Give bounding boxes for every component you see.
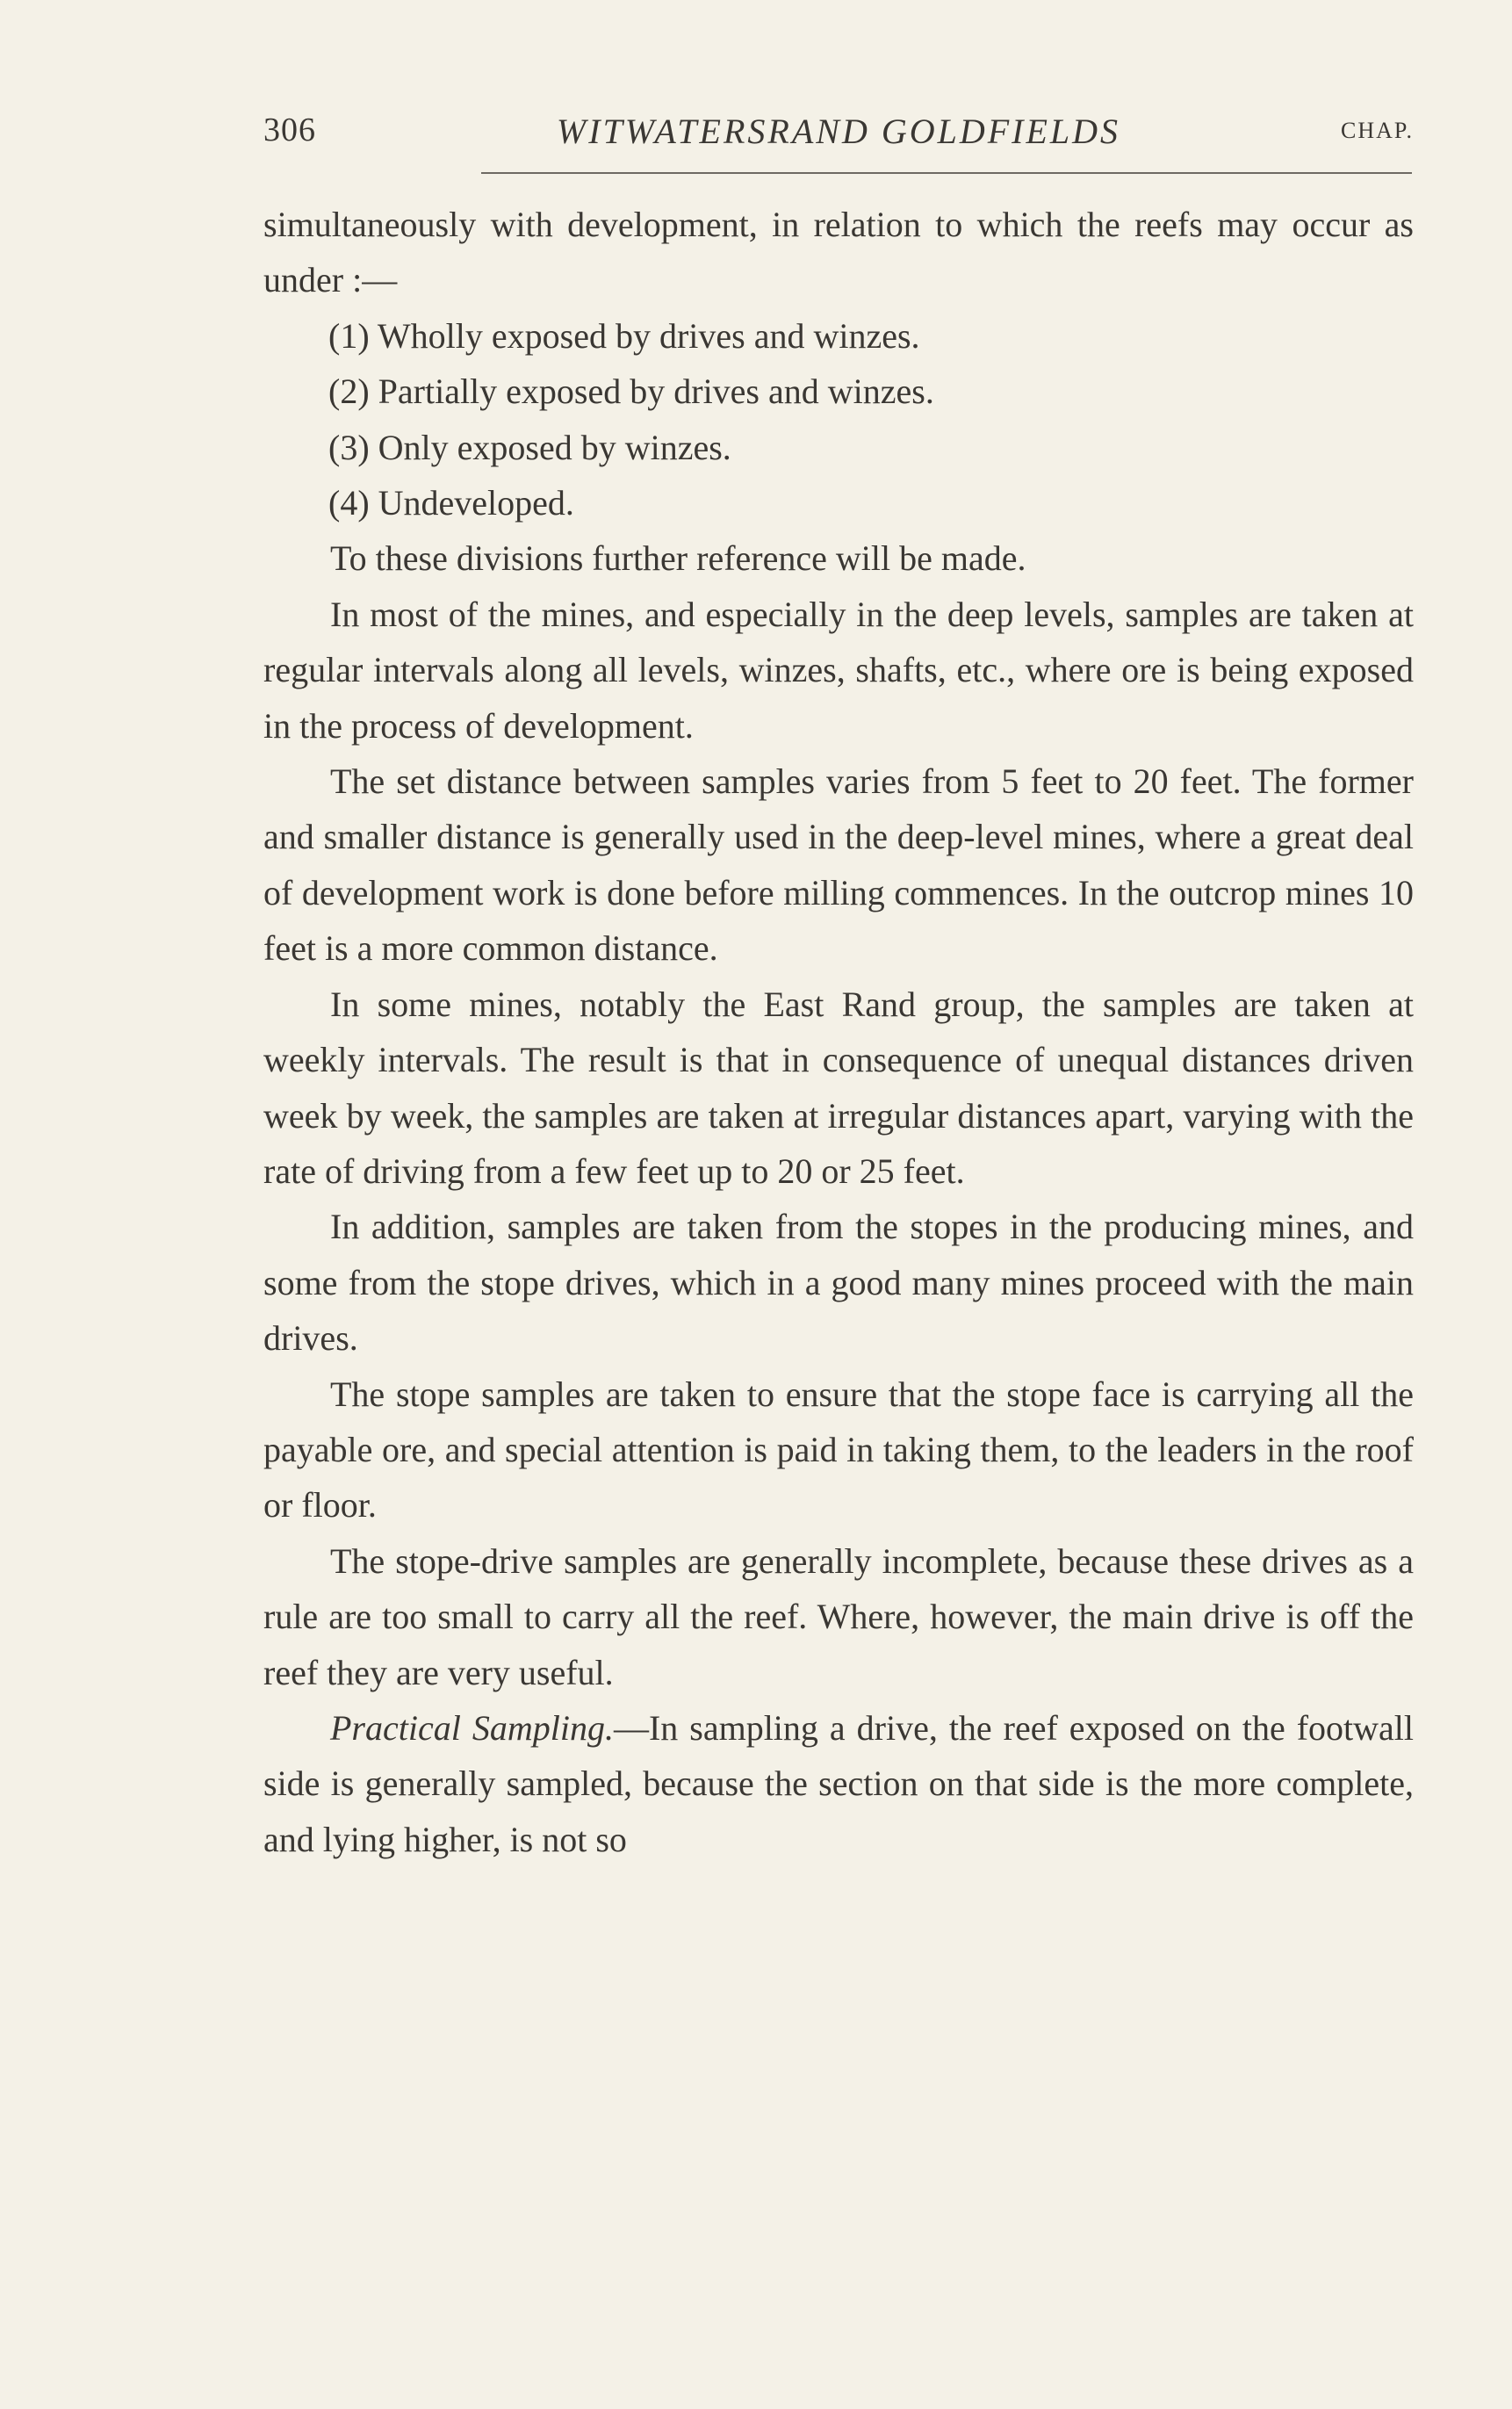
header-rule xyxy=(481,172,1412,174)
list-item: (1) Wholly exposed by drives and winzes. xyxy=(328,315,920,356)
paragraph: In addition, samples are taken from the stopes in the producing mines, and some from the stope drives, which in a good many mines proceed with the main drives. xyxy=(263,1207,1414,1359)
paragraph: The stope-drive samples are generally incomplete, because these drives as a rule are too small to carry all the reef. Where, however, the main drive is off the reef they are very useful. xyxy=(263,1540,1414,1692)
practical-sampling-paragraph xyxy=(263,1700,1414,1867)
list-item: (3) Only exposed by winzes. xyxy=(328,427,731,467)
section-lead-text: —In sampling a drive, the reef exposed on the footwall side is generally sampled, because the section on that side is the more complete, and lying higher, is not so xyxy=(263,1707,1414,1859)
paragraph: In some mines, notably the East Rand group, the samples are taken at weekly intervals. The result is that in consequence of unequal distances driven week by week, the samples are taken at irregular distances apart, varying with the rate of driving from a few feet up to 20 or 25 feet. xyxy=(263,984,1414,1191)
intro-paragraph: simultaneously with development, in relation to which the reefs may occur as under :— xyxy=(263,205,1414,300)
paragraph: To these divisions further reference will be made. xyxy=(330,538,1026,579)
body-text xyxy=(263,197,1414,1867)
paragraph: In most of the mines, and especially in the deep levels, samples are taken at regular intervals along all levels, winzes, shafts, etc., where ore is being exposed in the process of development. xyxy=(263,594,1414,746)
paragraph: The stope samples are taken to ensure that the stope face is carrying all the payable ore, and special attention is paid in taking them, to the leaders in the roof or floor. xyxy=(263,1374,1414,1525)
page-number: 306 xyxy=(263,112,316,148)
paragraph: The set distance between samples varies from 5 feet to 20 feet. The former and smaller distance is generally used in the deep-level mines, where a great deal of development work is done before milling commences. In the outcrop mines 10 feet is a more common distance. xyxy=(263,761,1414,969)
chapter-abbreviation: CHAP. xyxy=(1341,118,1414,143)
running-head xyxy=(263,111,1414,156)
list-item: (2) Partially exposed by drives and winzes. xyxy=(328,371,934,412)
list-item: (4) Undeveloped. xyxy=(328,483,574,523)
running-title: WITWATERSRAND GOLDFIELDS xyxy=(556,112,1121,151)
section-lead-heading: Practical Sampling. xyxy=(330,1707,614,1748)
